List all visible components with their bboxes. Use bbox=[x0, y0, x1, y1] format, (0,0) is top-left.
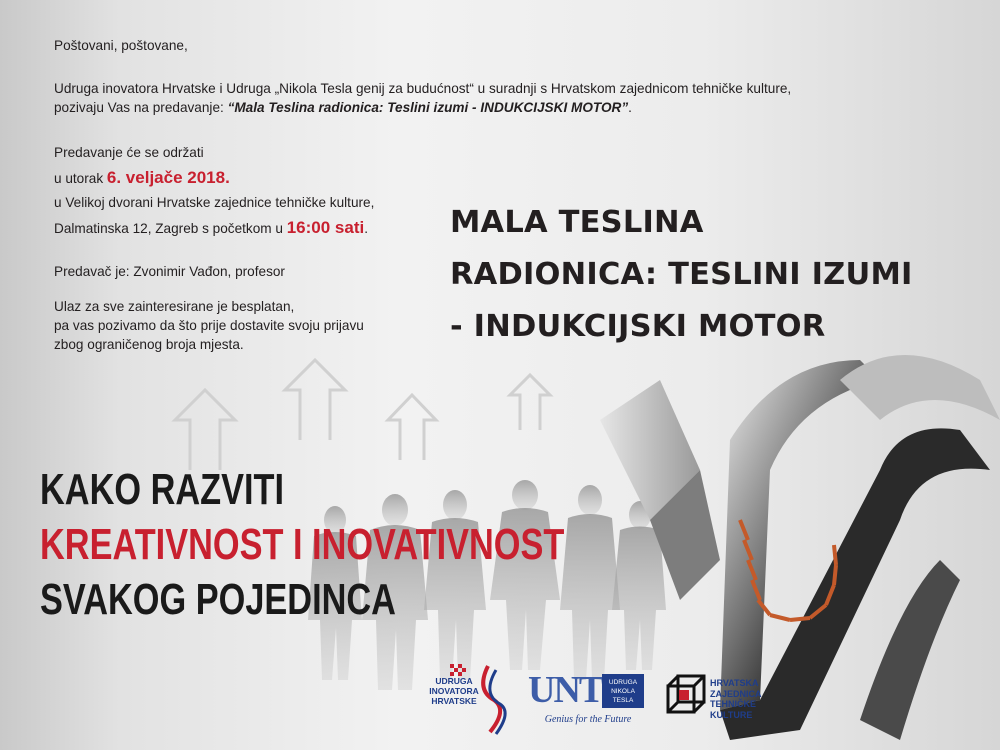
lecture-title bbox=[450, 197, 913, 353]
event-date-line: u utorak 6. veljače 2018. bbox=[54, 168, 230, 187]
event-details bbox=[54, 140, 374, 240]
lecture-title-line-2: RADIONICA: TESLINI IZUMI bbox=[450, 257, 913, 292]
speaker: Predavač je: Zvonimir Vađon, profesor bbox=[54, 264, 285, 279]
unt-tagline: Genius for the Future bbox=[544, 714, 632, 725]
slogan-line-3: SVAKOG POJEDINCA bbox=[40, 575, 396, 624]
logo-hztk bbox=[664, 660, 774, 740]
event-address-line: Dalmatinska 12, Zagreb s početkom u 16:00 sati. bbox=[54, 218, 368, 237]
event-date: 6. veljače 2018. bbox=[106, 168, 230, 187]
event-intro: Predavanje će se održati bbox=[54, 145, 204, 160]
faint-arrows bbox=[175, 360, 550, 470]
uih-logo-text: UDRUGA INOVATORA HRVATSKE bbox=[429, 676, 479, 706]
hztk-cube-icon bbox=[664, 672, 710, 732]
entry-info: Ulaz za sve zainteresirane je besplatan, pa vas pozivamo da što prije dostavite svoju prijavu zbog ograničenog broja mjesta. bbox=[54, 299, 364, 352]
slogan-line-1: KAKO RAZVITI bbox=[40, 465, 285, 514]
unt-mark: UNT bbox=[528, 669, 603, 711]
logo-udruga-inovatora bbox=[416, 660, 516, 740]
intro-line-2: pozivaju Vas na predavanje: bbox=[54, 100, 228, 115]
slogan-line-2: KREATIVNOST I INOVATIVNOST bbox=[40, 520, 565, 569]
unt-box: UDRUGA NIKOLA TESLA bbox=[602, 674, 644, 708]
lecture-title-line-1: MALA TESLINA bbox=[450, 205, 704, 240]
talk-title: “Mala Teslina radionica: Teslini izumi - INDUKCIJSKI MOTOR” bbox=[227, 100, 629, 115]
hztk-logo-text: HRVATSKA ZAJEDNICA TEHNIČKE KULTURE bbox=[710, 678, 762, 720]
intro-line-1: Udruga inovatora Hrvatske i Udruga „Nikola Tesla genij za budućnost“ u suradnji s Hrvatskom zajednicom tehničke kulture, bbox=[54, 81, 792, 96]
event-venue: u Velikoj dvorani Hrvatske zajednice tehničke kulture, bbox=[54, 195, 375, 210]
event-time: 16:00 sati bbox=[286, 218, 365, 237]
greeting: Poštovani, poštovane, bbox=[54, 38, 188, 53]
intro-paragraph: Udruga inovatora Hrvatske i Udruga „Nikola Tesla genij za budućnost“ u suradnji s Hrvatskom zajednicom tehničke kulture, pozivaju Vas na predavanje: “Mala Teslina radionica: Teslini izumi - INDUKCIJSKI MOTOR”. bbox=[54, 81, 792, 115]
lecture-title-line-3: - INDUKCIJSKI MOTOR bbox=[450, 309, 826, 344]
slogan bbox=[40, 462, 564, 627]
logo-udruga-nikola-tesla bbox=[528, 660, 648, 740]
